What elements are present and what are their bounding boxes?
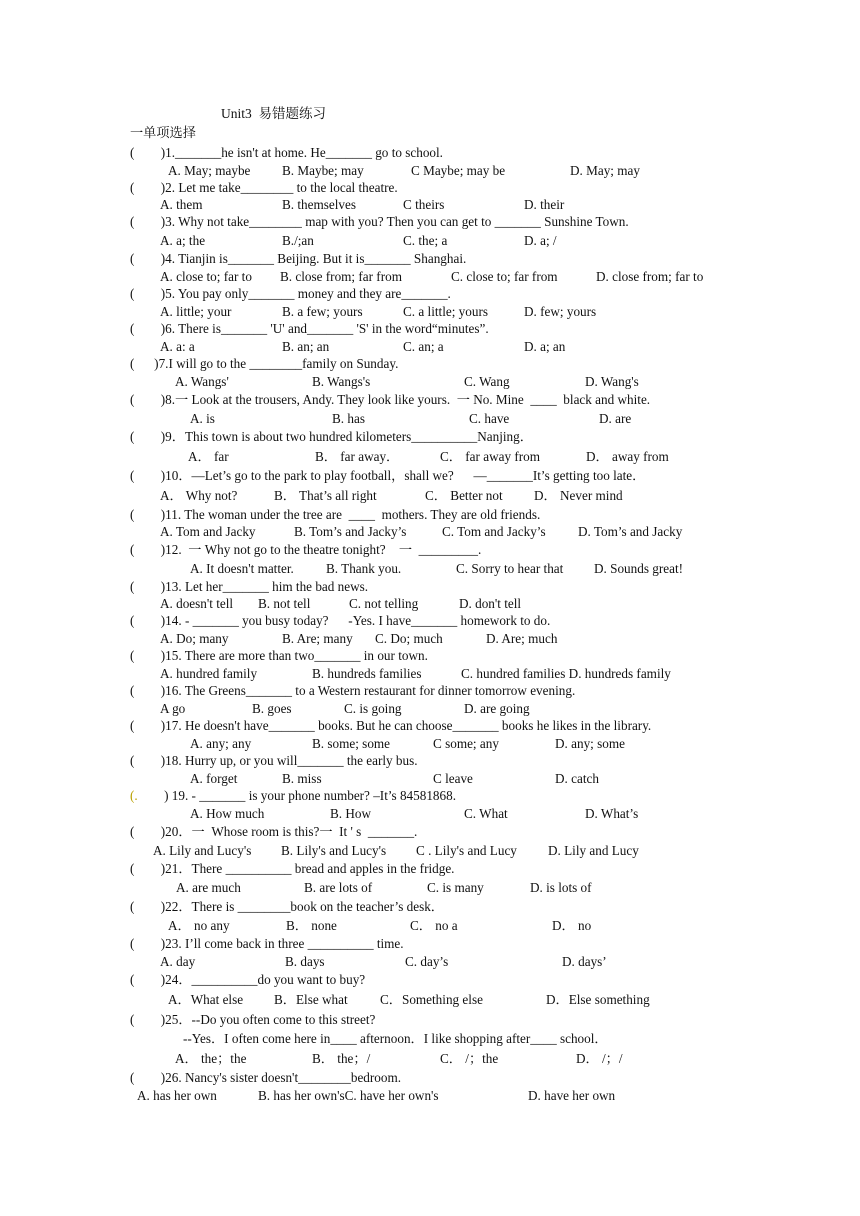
question-stem: ( )18. Hurry up, or you will_______ the early bus.: [130, 753, 418, 768]
option: D. is lots of: [530, 880, 592, 895]
option: B. How: [330, 806, 372, 821]
option: A. Tom and Jacky: [160, 524, 256, 539]
option: A. Lily and Lucy's: [153, 843, 252, 858]
option: A go: [160, 701, 186, 716]
option: D． away from: [586, 449, 669, 464]
question-stem: ( )20．一 Whose room is this?一 It ' s _______.: [130, 824, 418, 839]
option: C. close to; far from: [451, 269, 558, 284]
option: D. Are; much: [486, 631, 558, 646]
question-stem: ( )8.一 Look at the trousers, Andy. They look like yours. 一 No. Mine ____ black and white.: [130, 392, 651, 407]
question-stem: ( )1._______he isn't at home. He_______ go to school.: [130, 145, 443, 160]
option: C . Lily's and Lucy: [416, 843, 517, 858]
option: C. day’s: [405, 954, 449, 969]
question-stem: ( )5. You pay only_______ money and they are_______.: [130, 286, 451, 301]
option: B. are lots of: [304, 880, 373, 895]
option: C theirs: [403, 197, 445, 212]
option: A. How much: [190, 806, 265, 821]
option: A. a: a: [160, 339, 195, 354]
question-stem: ( )15. There are more than two_______ in our town.: [130, 648, 428, 663]
option: D. Lily and Lucy: [548, 843, 639, 858]
option: A. day: [160, 954, 196, 969]
option: B．Else what: [274, 992, 348, 1007]
option: A． far: [188, 449, 229, 464]
option: B． none: [286, 918, 337, 933]
option: B. has her own'sC. have her own's: [258, 1088, 439, 1103]
option: D. any; some: [555, 736, 625, 751]
option: D. May; may: [570, 163, 640, 178]
question-stem: ( )25．--Do you often come to this street?: [130, 1012, 376, 1027]
option: A. a; the: [160, 233, 206, 248]
question-stem: ( )13. Let her_______ him the bad news.: [130, 579, 369, 594]
option: D. Tom’s and Jacky: [578, 524, 683, 539]
option: D. are going: [464, 701, 530, 716]
option: B. themselves: [282, 197, 356, 212]
question-stem: ( )17. He doesn't have_______ books. But he can choose_______ books he likes in the library.: [130, 718, 652, 733]
option: B. goes: [252, 701, 292, 716]
option: B. Lily's and Lucy's: [281, 843, 387, 858]
option: B./;an: [282, 233, 314, 248]
option: C． Better not: [425, 488, 503, 503]
option: A. close to; far to: [160, 269, 252, 284]
option: B. close from; far from: [280, 269, 402, 284]
option: C. hundred families D. hundreds family: [461, 666, 671, 681]
question-stem: ( )12. 一 Why not go to the theatre tonight? 一 _________.: [130, 542, 482, 557]
option: A．What else: [168, 992, 244, 1007]
option: B. not tell: [258, 596, 311, 611]
option: B. Maybe; may: [282, 163, 364, 178]
option: D. Wang's: [585, 374, 639, 389]
option: B． That’s all right: [274, 488, 377, 503]
option: C. Tom and Jacky’s: [442, 524, 546, 539]
question-stem: ( )6. There is_______ 'U' and_______ 'S' in the word“minutes”.: [130, 321, 489, 336]
option: A. has her own: [137, 1088, 217, 1103]
option: C. an; a: [403, 339, 444, 354]
option: C． no a: [410, 918, 458, 933]
option: D. don't tell: [459, 596, 522, 611]
option: D． /；/: [576, 1051, 623, 1066]
option: D. are: [599, 411, 632, 426]
option: D． Never mind: [534, 488, 623, 503]
option: B. some; some: [312, 736, 391, 751]
option: A. little; your: [160, 304, 232, 319]
option: B. Thank you.: [326, 561, 402, 576]
option: C．Something else: [380, 992, 483, 1007]
option: A． Why not?: [160, 488, 238, 503]
option: A. It doesn't matter.: [190, 561, 294, 576]
option: A. Do; many: [160, 631, 229, 646]
option: A. them: [160, 197, 203, 212]
option: B. Wangs's: [312, 374, 371, 389]
question-stem: ( )2. Let me take________ to the local theatre.: [130, 180, 398, 195]
option: A. doesn't tell: [160, 596, 234, 611]
question-stem: ( )21．There __________ bread and apples in the fridge.: [130, 861, 455, 876]
section-heading: 一单项选择: [130, 125, 196, 140]
option: C. not telling: [349, 596, 419, 611]
option: A. hundred family: [160, 666, 258, 681]
option: D. their: [524, 197, 565, 212]
question-stem: ( )22．There is ________book on the teacher’s desk．: [130, 899, 444, 914]
option: C leave: [433, 771, 473, 786]
option: B. a few; yours: [282, 304, 363, 319]
option: C Maybe; may be: [411, 163, 506, 178]
option: B． far away．: [315, 449, 400, 464]
option: B. Tom’s and Jacky’s: [294, 524, 407, 539]
option: C. have: [469, 411, 510, 426]
option: A. are much: [176, 880, 241, 895]
question-stem: ( )3. Why not take________ map with you? Then you can get to _______ Sunshine Town.: [130, 214, 629, 229]
option: D. Sounds great!: [594, 561, 684, 576]
question-stem: ( )26. Nancy's sister doesn't________bedroom.: [130, 1070, 402, 1085]
question-stem: ( )4. Tianjin is_______ Beijing. But it is_______ Shanghai.: [130, 251, 467, 266]
question-stem: ( )24．__________do you want to buy?: [130, 972, 366, 987]
option: B. miss: [282, 771, 322, 786]
option: A． the；the: [175, 1051, 247, 1066]
question-stem: ( )10．—Let’s go to the park to play football，shall we? —_______It’s getting too late．: [130, 468, 646, 483]
option: C. is going: [344, 701, 402, 716]
question-stem: ( )14. - _______ you busy today? -Yes. I have_______ homework to do.: [130, 613, 551, 628]
option: C. a little; yours: [403, 304, 488, 319]
option: D. few; yours: [524, 304, 597, 319]
option: D. close from; far to: [596, 269, 704, 284]
option: B． the；/: [312, 1051, 371, 1066]
option: D. days’: [562, 954, 607, 969]
option: C. is many: [427, 880, 484, 895]
option: D. What’s: [585, 806, 639, 821]
option: D. catch: [555, 771, 599, 786]
page-title: Unit3 易错题练习: [221, 106, 327, 121]
question-stem: ( )7.I will go to the ________family on Sunday.: [130, 356, 399, 371]
option: C. the; a: [403, 233, 448, 248]
option: B. has: [332, 411, 365, 426]
option: A． no any: [168, 918, 230, 933]
option: C. What: [464, 806, 508, 821]
question-stem: (. ) 19. - _______ is your phone number? –It’s 84581868.: [130, 788, 456, 803]
option: C some; any: [433, 736, 499, 751]
option: B. an; an: [282, 339, 330, 354]
question-stem: ( )16. The Greens_______ to a Western restaurant for dinner tomorrow evening.: [130, 683, 576, 698]
option: D. have her own: [528, 1088, 616, 1103]
option: D．Else something: [546, 992, 650, 1007]
option: D. a; an: [524, 339, 566, 354]
question-dialogue: --Yes．I often come here in____ afternoon．I like shopping after____ school．: [183, 1031, 608, 1046]
option: C. Wang: [464, 374, 510, 389]
option: C． far away from: [440, 449, 540, 464]
option: A. is: [190, 411, 215, 426]
option: D． no: [552, 918, 592, 933]
option: C． /；the: [440, 1051, 499, 1066]
option: C. Sorry to hear that: [456, 561, 564, 576]
option: A. any; any: [190, 736, 252, 751]
option: A. Wangs': [175, 374, 229, 389]
option: B. Are; many: [282, 631, 353, 646]
question-stem: ( )9．This town is about two hundred kilometers__________Nanjing．: [130, 429, 533, 444]
question-stem: ( )23. I’ll come back in three __________ time.: [130, 936, 404, 951]
option: C. Do; much: [375, 631, 443, 646]
option: A. May; maybe: [168, 163, 251, 178]
option: B. hundreds families: [312, 666, 422, 681]
option: A. forget: [190, 771, 238, 786]
option: B. days: [285, 954, 325, 969]
option: D. a; /: [524, 233, 557, 248]
question-stem: ( )11. The woman under the tree are ____ mothers. They are old friends.: [130, 507, 541, 522]
